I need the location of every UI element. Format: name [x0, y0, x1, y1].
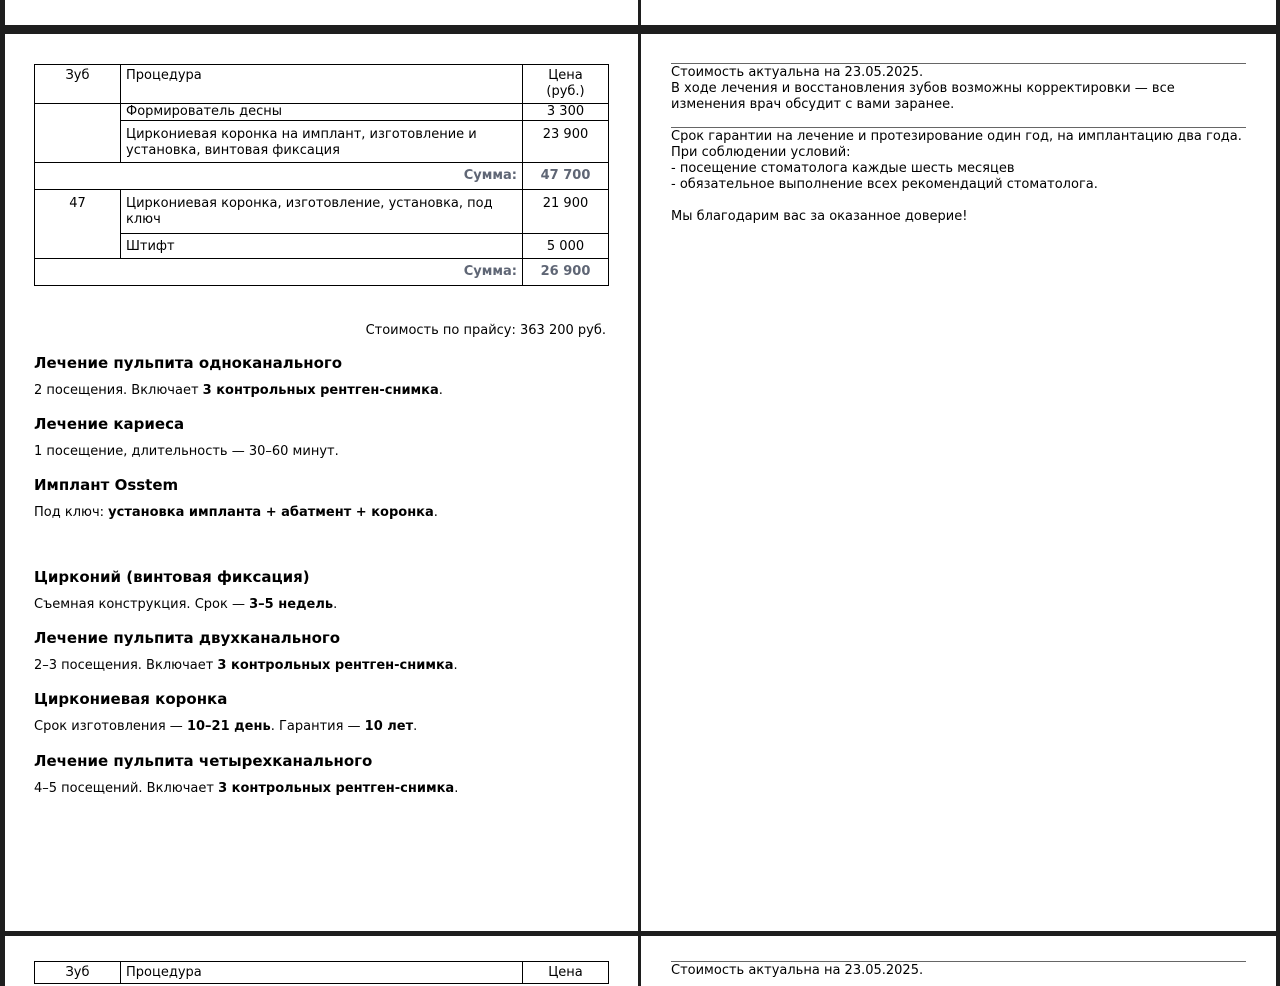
price-table	[34, 64, 609, 286]
tooth-cell: 47	[35, 190, 121, 259]
description-text: Съемная конструкция. Срок — 3–5 недель.	[34, 597, 338, 612]
conditions-text: При соблюдении условий:	[671, 145, 851, 160]
description-title: Лечение пульпита одноканального	[34, 354, 343, 372]
description-text: 2 посещения. Включает 3 контрольных рентген-снимка.	[34, 383, 443, 398]
description-pulpitis-one-canal	[34, 354, 624, 399]
description-text: 1 посещение, длительность — 30–60 минут.	[34, 444, 339, 459]
description-text: 4–5 посещений. Включает 3 контрольных рентген-снимка.	[34, 781, 459, 796]
previous-page-left	[5, 0, 638, 25]
table-row	[35, 121, 609, 163]
previous-page-right	[641, 0, 1276, 25]
header-tooth: Зуб	[35, 65, 121, 104]
next-price-actual-date: Стоимость актуальна на 23.05.2025.	[671, 963, 924, 978]
description-implant-osstem	[34, 476, 624, 521]
description-title: Цирконий (винтовая фиксация)	[34, 568, 310, 586]
price-cell: 23 900	[523, 121, 609, 163]
price-cell: 5 000	[523, 234, 609, 259]
description-title: Лечение пульпита двухканального	[34, 629, 341, 647]
description-caries	[34, 415, 624, 460]
price-cell: 21 900	[523, 190, 609, 234]
total-price: Стоимость по прайсу: 363 200 руб.	[365, 323, 606, 338]
table-row	[35, 190, 609, 234]
description-text: Под ключ: установка импланта + абатмент + коронка.	[34, 505, 438, 520]
description-title: Лечение пульпита четырехканального	[34, 752, 373, 770]
header-price: Цена (руб.)	[523, 65, 609, 104]
next-page-right	[641, 936, 1276, 986]
table-row	[35, 234, 609, 259]
next-header-tooth: Зуб	[35, 962, 121, 984]
description-text: 2–3 посещения. Включает 3 контрольных рентген-снимка.	[34, 658, 458, 673]
sum-value: 47 700	[523, 163, 609, 190]
description-title: Циркониевая коронка	[34, 690, 228, 708]
price-actual-date: Стоимость актуальна на 23.05.2025.	[671, 65, 924, 80]
description-title: Лечение кариеса	[34, 415, 185, 433]
procedure-cell: Формирователь десны	[121, 104, 523, 121]
sum-row	[35, 163, 609, 190]
procedure-cell: Штифт	[121, 234, 523, 259]
condition-item: - обязательное выполнение всех рекомендаций стоматолога.	[671, 177, 1098, 192]
condition-item: - посещение стоматолога каждые шесть месяцев	[671, 161, 1015, 176]
next-price-notice	[671, 961, 1246, 979]
sum-label: Сумма:	[35, 259, 523, 286]
description-pulpitis-four-canal	[34, 752, 624, 797]
correction-note: В ходе лечения и восстановления зубов возможны корректировки — все изменения врач обсудит с вами заранее.	[671, 81, 1175, 112]
document-page-right	[641, 34, 1276, 931]
next-page-left	[5, 936, 638, 986]
next-price-table	[34, 961, 609, 984]
document-page-left	[5, 34, 638, 931]
table-header-row	[35, 65, 609, 104]
thanks-text: Мы благодарим вас за оказанное доверие!	[671, 209, 968, 224]
next-header-price: Цена	[523, 962, 609, 984]
procedure-cell: Циркониевая коронка, изготовление, установка, под ключ	[121, 190, 523, 234]
table-row	[35, 104, 609, 121]
sum-row	[35, 259, 609, 286]
warranty-text: Срок гарантии на лечение и протезирование один год, на имплантацию два года.	[671, 129, 1242, 144]
next-header-procedure: Процедура	[121, 962, 523, 984]
sum-value: 26 900	[523, 259, 609, 286]
tooth-cell	[35, 104, 121, 163]
description-zirconium-screw	[34, 568, 624, 613]
warranty-notice	[671, 127, 1246, 225]
description-title: Имплант Osstem	[34, 476, 179, 494]
header-procedure: Процедура	[121, 65, 523, 104]
description-zirconium-crown	[34, 690, 624, 735]
procedure-cell: Циркониевая коронка на имплант, изготовление и установка, винтовая фиксация	[121, 121, 523, 163]
price-notice	[671, 63, 1246, 113]
description-text: Срок изготовления — 10–21 день. Гарантия — 10 лет.	[34, 719, 418, 734]
sum-label: Сумма:	[35, 163, 523, 190]
price-cell: 3 300	[523, 104, 609, 121]
description-pulpitis-two-canal	[34, 629, 624, 674]
